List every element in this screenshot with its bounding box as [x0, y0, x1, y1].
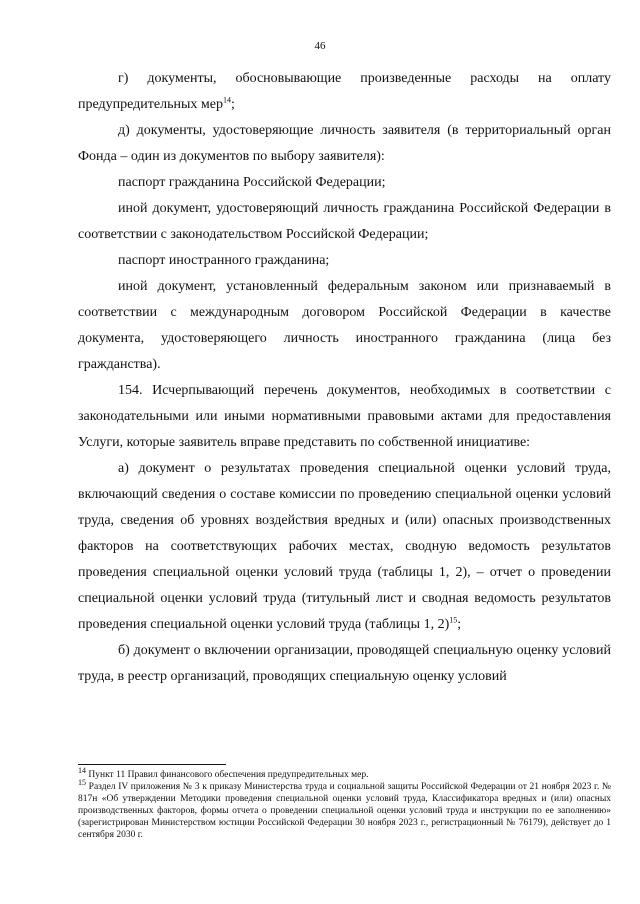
footnote-text: Пункт 11 Правил финансового обеспечения предупредительных мер.: [86, 770, 369, 780]
paragraph-other-id-rf: [78, 196, 611, 248]
document-body: [78, 66, 611, 690]
paragraph-item-a: [78, 456, 611, 638]
footnote-mark: 14: [78, 765, 86, 775]
footnote-ref: 14: [222, 95, 231, 105]
footnote-ref: 15: [449, 615, 458, 625]
paragraph-foreign-passport: [78, 248, 611, 274]
paragraph-other-id-foreign: [78, 274, 611, 378]
paragraph-text: 154. Исчерпывающий перечень документов, необходимых в соответствии с законодательными или иными нормативными правовыми актами для предоставления Услуги, которые заявитель вправе представить по собственной инициативе:: [78, 383, 611, 450]
footnote-text: Раздел IV приложения № 3 к приказу Министерства труда и социальной защиты Российской Федерации от 21 ноября 2023 г. № 817н «Об утверждении Методики проведения специальной оценки условий труда, Классификатора вредных и (или) опасных производственных факторов, формы отчета о проведении специальной оценки условий труда и инструкции по ее заполнению» (зарегистрирован Министерством юстиции Российской Федерации 30 ноября 2023 г., регистрационный № 76179), действует до 1 сентября 2030 г.: [78, 782, 611, 840]
paragraph-tail: ;: [457, 617, 462, 632]
paragraph-text: д) документы, удостоверяющие личность заявителя (в территориальный орган Фонда – один из документов по выбору заявителя):: [78, 123, 611, 164]
footnote-mark: 15: [78, 777, 86, 787]
paragraph-text: паспорт гражданина Российской Федерации;: [118, 175, 386, 190]
footnotes: [78, 765, 611, 841]
paragraph-text: г) документы, обосновывающие произведенные расходы на оплату предупредительных мер: [78, 71, 611, 112]
paragraph-item-g: [78, 66, 611, 118]
paragraph-passport-rf: [78, 170, 611, 196]
paragraph-text: паспорт иностранного гражданина;: [118, 253, 330, 268]
paragraph-text: а) документ о результатах проведения специальной оценки условий труда, включающий сведения о составе комиссии по проведению специальной оценки условий труда, сведения об уровнях воздействия вредных и (или) опасных производственных факторов на соответствующих рабочих местах, сводную ведомость результатов проведения специальной оценки условий труда (таблицы 1, 2), – отчет о проведении специальной оценки условий труда (титульный лист и сводная ведомость результатов проведения специальной оценки условий труда (таблицы 1, 2): [78, 461, 611, 632]
footnote-15: [78, 777, 611, 841]
paragraph-154: [78, 378, 611, 456]
paragraph-tail: ;: [230, 97, 235, 112]
page-number: 46: [314, 40, 326, 52]
paragraph-item-b: [78, 638, 611, 690]
paragraph-item-d: [78, 118, 611, 170]
paragraph-text: иной документ, удостоверяющий личность гражданина Российской Федерации в соответствии с законодательством Российской Федерации;: [78, 201, 611, 242]
paragraph-text: иной документ, установленный федеральным законом или признаваемый в соответствии с международным договором Российской Федерации в качестве документа, удостоверяющего личность иностранного гражданина (лица без гражданства).: [78, 279, 611, 372]
footnote-14: [78, 765, 611, 781]
footnote-separator: [78, 764, 226, 765]
paragraph-text: б) документ о включении организации, проводящей специальную оценку условий труда, в реестр организаций, проводящих специальную оценку условий: [78, 643, 611, 684]
